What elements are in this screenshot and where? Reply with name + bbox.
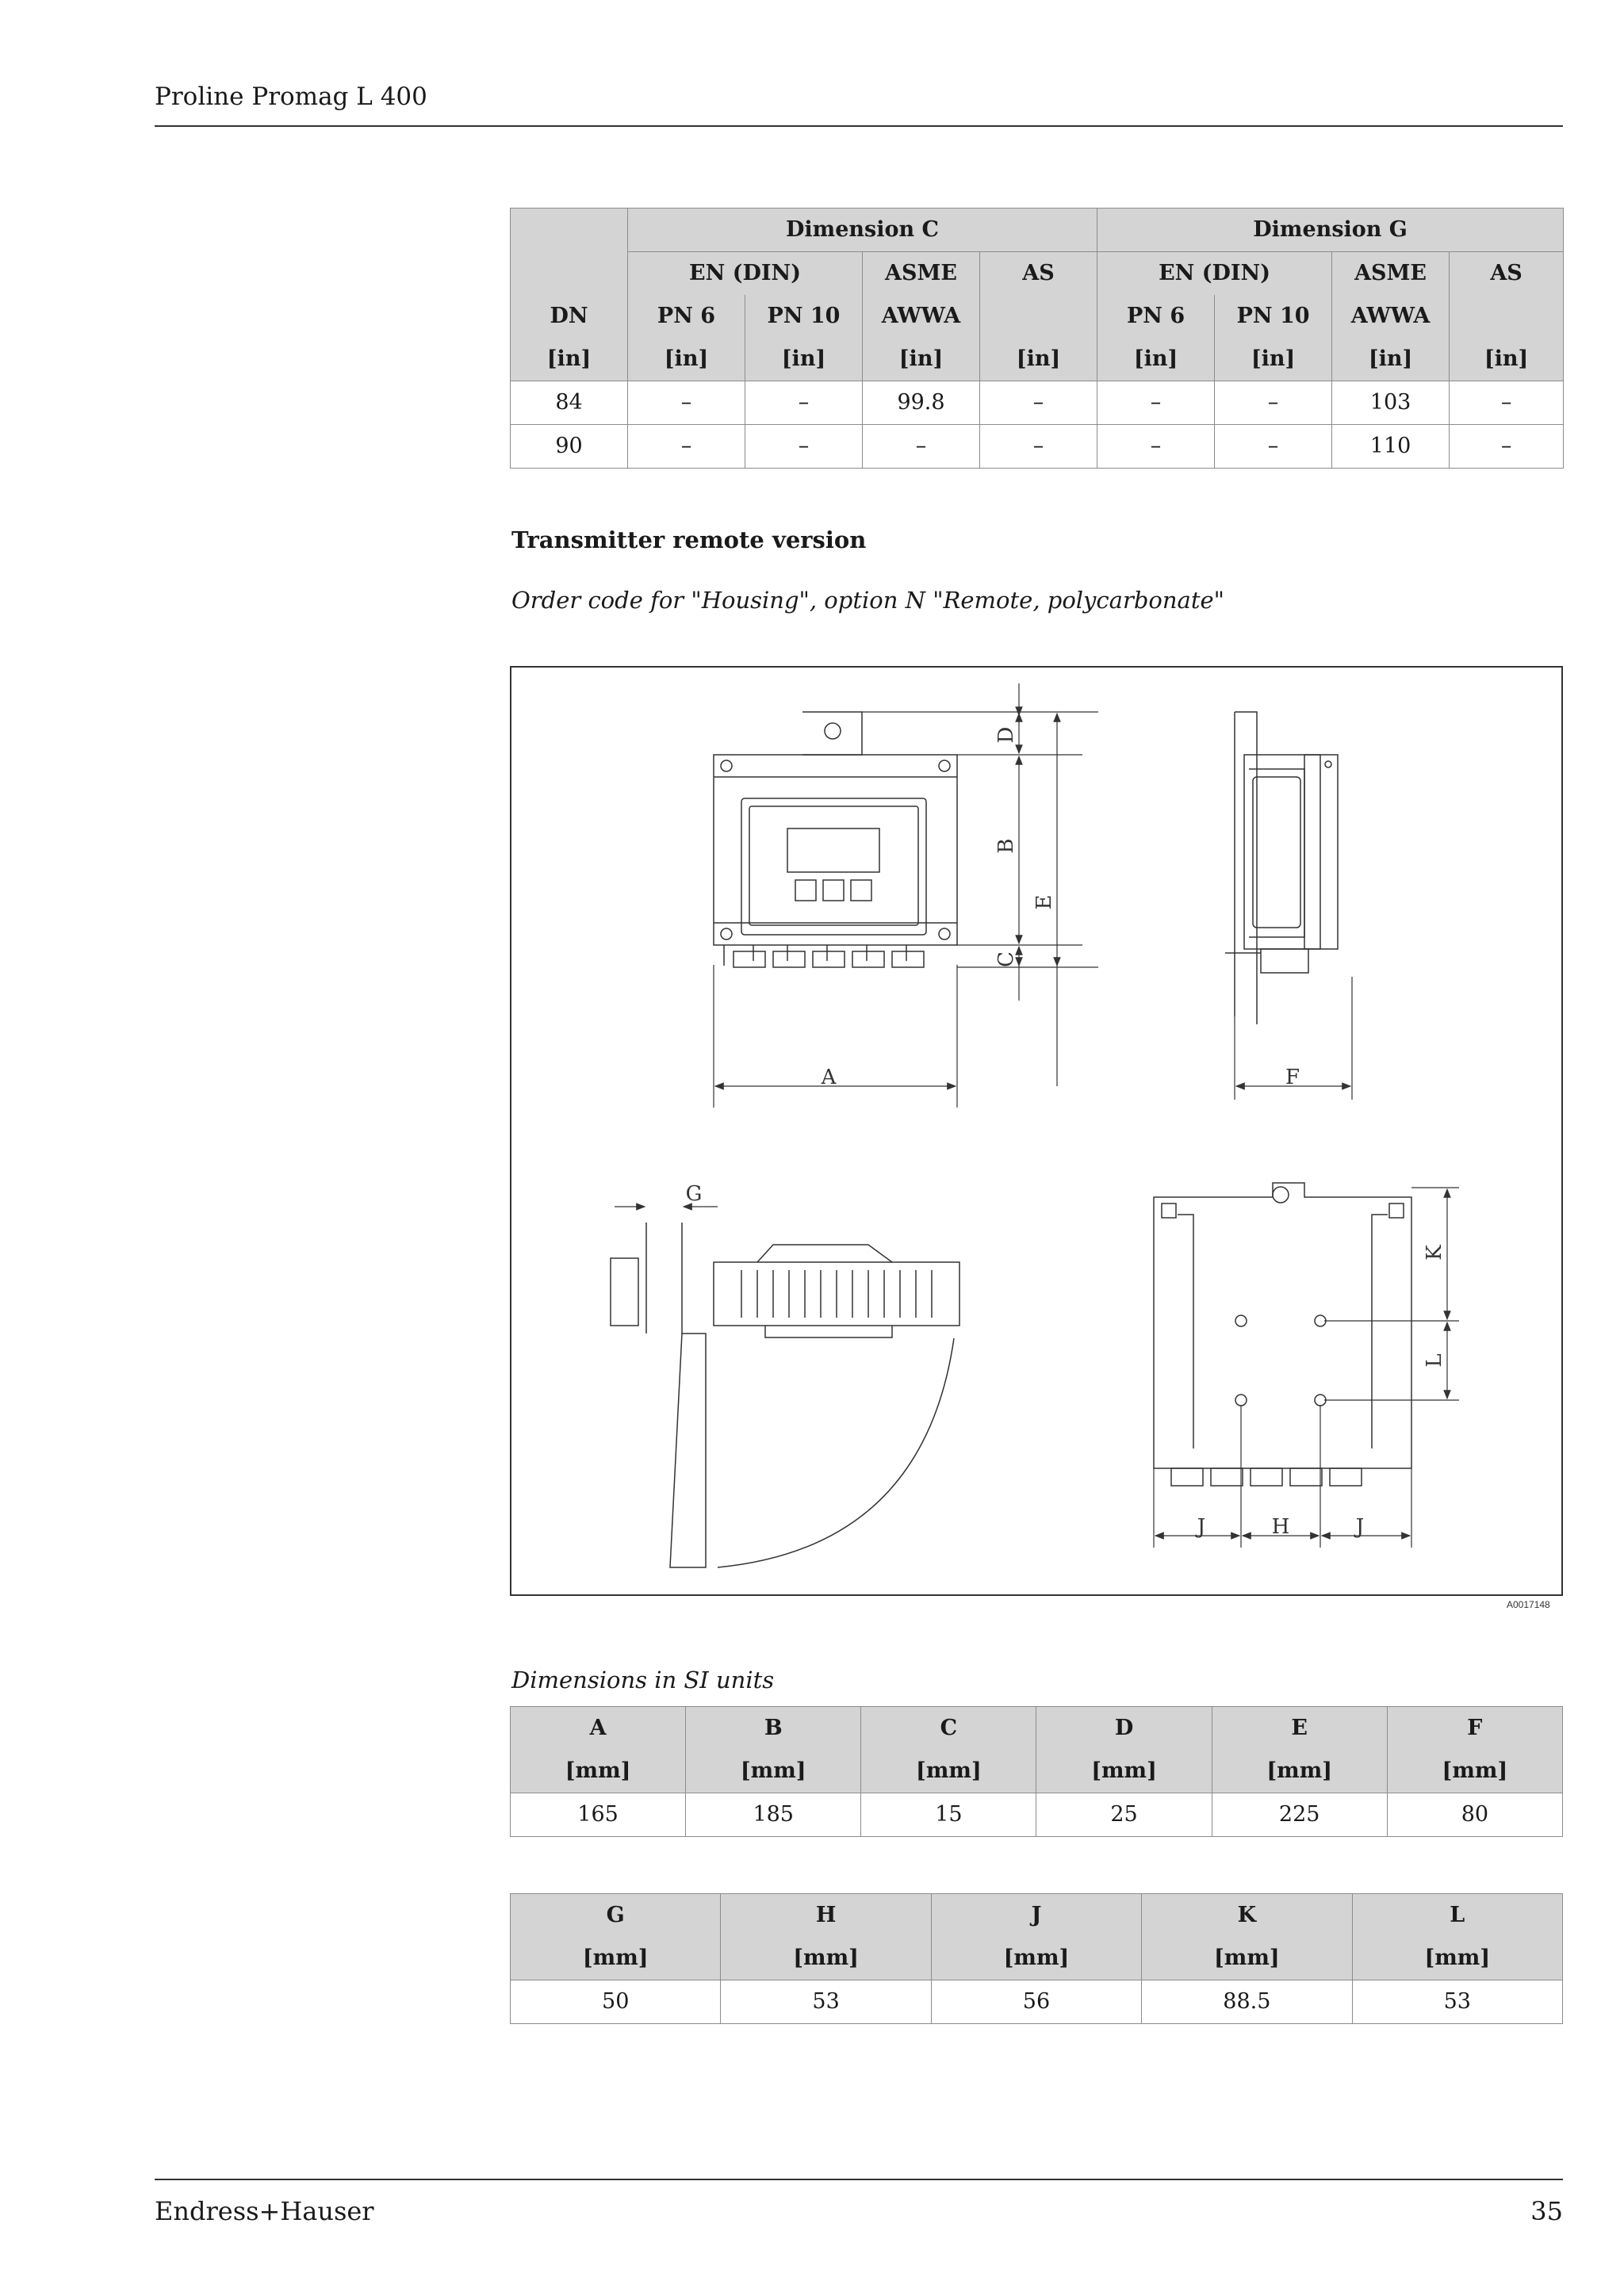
unit-header: [in] — [1097, 338, 1215, 381]
table-row — [511, 425, 1564, 469]
table-cell: – — [1450, 425, 1564, 469]
dimension-drawing — [510, 666, 1563, 1596]
table-cell: 56 — [931, 1980, 1141, 2024]
header-f: F — [1387, 1707, 1562, 1751]
table-cell: 99.8 — [863, 381, 980, 425]
unit-header: [mm] — [1142, 1937, 1352, 1980]
label-j-left: J — [1197, 1515, 1206, 1539]
order-code-text: Order code for "Housing", option N "Remote, polycarbonate" — [511, 587, 1224, 614]
table-cell: – — [1215, 425, 1332, 469]
header-h: H — [721, 1894, 931, 1938]
unit-header: [mm] — [1036, 1750, 1212, 1793]
table-cell: – — [863, 425, 980, 469]
table-cell: 225 — [1212, 1793, 1387, 1837]
g-pn10-header: PN 10 — [1215, 295, 1332, 338]
unit-header: [mm] — [1352, 1937, 1562, 1980]
unit-header: [mm] — [861, 1750, 1036, 1793]
table-cell: 165 — [511, 1793, 686, 1837]
dn-header-blank — [511, 252, 628, 296]
c-pn6-header: PN 6 — [628, 295, 745, 338]
page-header — [155, 81, 1563, 127]
table-cell: 103 — [1332, 381, 1450, 425]
side-view — [1225, 712, 1338, 1024]
header-j: J — [931, 1894, 1141, 1938]
si-dimensions-table-2 — [510, 1893, 1563, 2024]
header-c: C — [861, 1707, 1036, 1751]
c-en-din-header: EN (DIN) — [628, 252, 863, 296]
dn-header-blank — [511, 209, 628, 252]
dimension-c-header: Dimension C — [628, 209, 1097, 252]
header-a: A — [511, 1707, 686, 1751]
g-as-blank — [1450, 295, 1564, 338]
table-cell: 25 — [1036, 1793, 1212, 1837]
table-cell: – — [1215, 381, 1332, 425]
label-h: H — [1271, 1515, 1290, 1539]
section-title: Transmitter remote version — [511, 526, 867, 553]
table-cell: – — [1097, 425, 1215, 469]
table-cell: 110 — [1332, 425, 1450, 469]
unit-header: [in] — [1215, 338, 1332, 381]
label-a: A — [821, 1066, 837, 1089]
header-e: E — [1212, 1707, 1387, 1751]
header-l: L — [1352, 1894, 1562, 1938]
table-cell: – — [745, 425, 863, 469]
table-cell: 15 — [861, 1793, 1036, 1837]
unit-header: [in] — [511, 338, 628, 381]
table-cell: 90 — [511, 425, 628, 469]
table-cell: 84 — [511, 381, 628, 425]
header-k: K — [1142, 1894, 1352, 1938]
table-cell: – — [628, 425, 745, 469]
dimension-c-g-table — [510, 208, 1564, 469]
page-number: 35 — [1530, 2196, 1563, 2226]
label-e: E — [1032, 894, 1056, 910]
drawing-svg — [511, 668, 1561, 1594]
g-as-header: AS — [1450, 252, 1564, 296]
unit-header: [in] — [863, 338, 980, 381]
table-cell: – — [980, 381, 1097, 425]
unit-header: [mm] — [686, 1750, 861, 1793]
label-f: F — [1285, 1066, 1300, 1089]
unit-header: [in] — [980, 338, 1097, 381]
unit-header: [in] — [1332, 338, 1450, 381]
brand-name: Endress+Hauser — [155, 2196, 374, 2226]
g-en-din-header: EN (DIN) — [1097, 252, 1332, 296]
unit-header: [mm] — [931, 1937, 1141, 1980]
table-cell: – — [745, 381, 863, 425]
table-cell: – — [628, 381, 745, 425]
unit-header: [mm] — [1387, 1750, 1562, 1793]
page-footer — [155, 2179, 1563, 2226]
dn-header: DN — [511, 295, 628, 338]
unit-header: [in] — [745, 338, 863, 381]
table-cell: 185 — [686, 1793, 861, 1837]
si-dimensions-table-1 — [510, 1706, 1563, 1837]
unit-header: [in] — [1450, 338, 1564, 381]
unit-header: [in] — [628, 338, 745, 381]
label-j-right: J — [1355, 1515, 1365, 1539]
table-row — [511, 1980, 1563, 2024]
front-view — [714, 712, 957, 967]
unit-header: [mm] — [1212, 1750, 1387, 1793]
table-row — [511, 1793, 1563, 1837]
c-awwa-header: AWWA — [863, 295, 980, 338]
header-g: G — [511, 1894, 721, 1938]
label-d: D — [994, 726, 1018, 744]
table-cell: 50 — [511, 1980, 721, 2024]
label-l: L — [1423, 1353, 1446, 1368]
drawing-code: A0017148 — [1507, 1599, 1550, 1610]
top-view — [611, 1223, 959, 1567]
unit-header: [mm] — [511, 1937, 721, 1980]
label-b: B — [994, 838, 1018, 854]
g-asme-header: ASME — [1332, 252, 1450, 296]
dimension-g-header: Dimension G — [1097, 209, 1564, 252]
unit-header: [mm] — [721, 1937, 931, 1980]
table-cell: 88.5 — [1142, 1980, 1352, 2024]
g-awwa-header: AWWA — [1332, 295, 1450, 338]
table-cell: 80 — [1387, 1793, 1562, 1837]
label-c: C — [994, 951, 1018, 967]
label-k: K — [1423, 1245, 1446, 1261]
g-pn6-header: PN 6 — [1097, 295, 1215, 338]
c-asme-header: ASME — [863, 252, 980, 296]
si-units-caption: Dimensions in SI units — [511, 1667, 775, 1693]
header-b: B — [686, 1707, 861, 1751]
c-pn10-header: PN 10 — [745, 295, 863, 338]
table-cell: – — [1450, 381, 1564, 425]
document-title: Proline Promag L 400 — [155, 82, 427, 111]
table-row — [511, 381, 1564, 425]
table-cell: 53 — [1352, 1980, 1562, 2024]
table-cell: – — [1097, 381, 1215, 425]
c-as-blank — [980, 295, 1097, 338]
label-g: G — [685, 1182, 703, 1206]
table-cell: – — [980, 425, 1097, 469]
table-cell: 53 — [721, 1980, 931, 2024]
back-view — [1154, 1183, 1411, 1486]
unit-header: [mm] — [511, 1750, 686, 1793]
c-as-header: AS — [980, 252, 1097, 296]
header-d: D — [1036, 1707, 1212, 1751]
